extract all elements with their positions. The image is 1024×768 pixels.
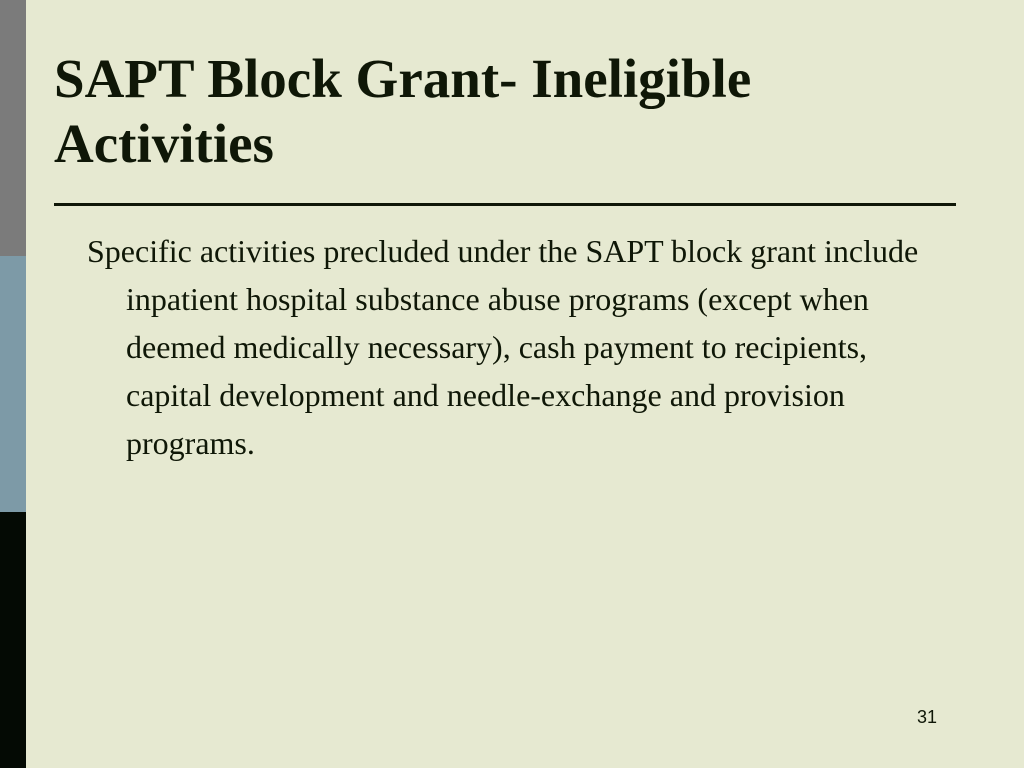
sidebar-accent-top xyxy=(0,0,26,256)
slide-body-paragraph: Specific activities precluded under the SAPT block grant include inpatient hospital substance abuse programs (except when deemed medically necessary), cash payment to recipients, capital development and needle-exchange and provision programs. xyxy=(87,233,919,461)
slide-number: 31 xyxy=(916,707,937,727)
slide-title: SAPT Block Grant- Ineligible Activities xyxy=(54,48,752,174)
sidebar-accent-middle xyxy=(0,256,26,512)
sidebar-accent-bottom xyxy=(0,512,26,768)
title-divider xyxy=(54,203,956,206)
